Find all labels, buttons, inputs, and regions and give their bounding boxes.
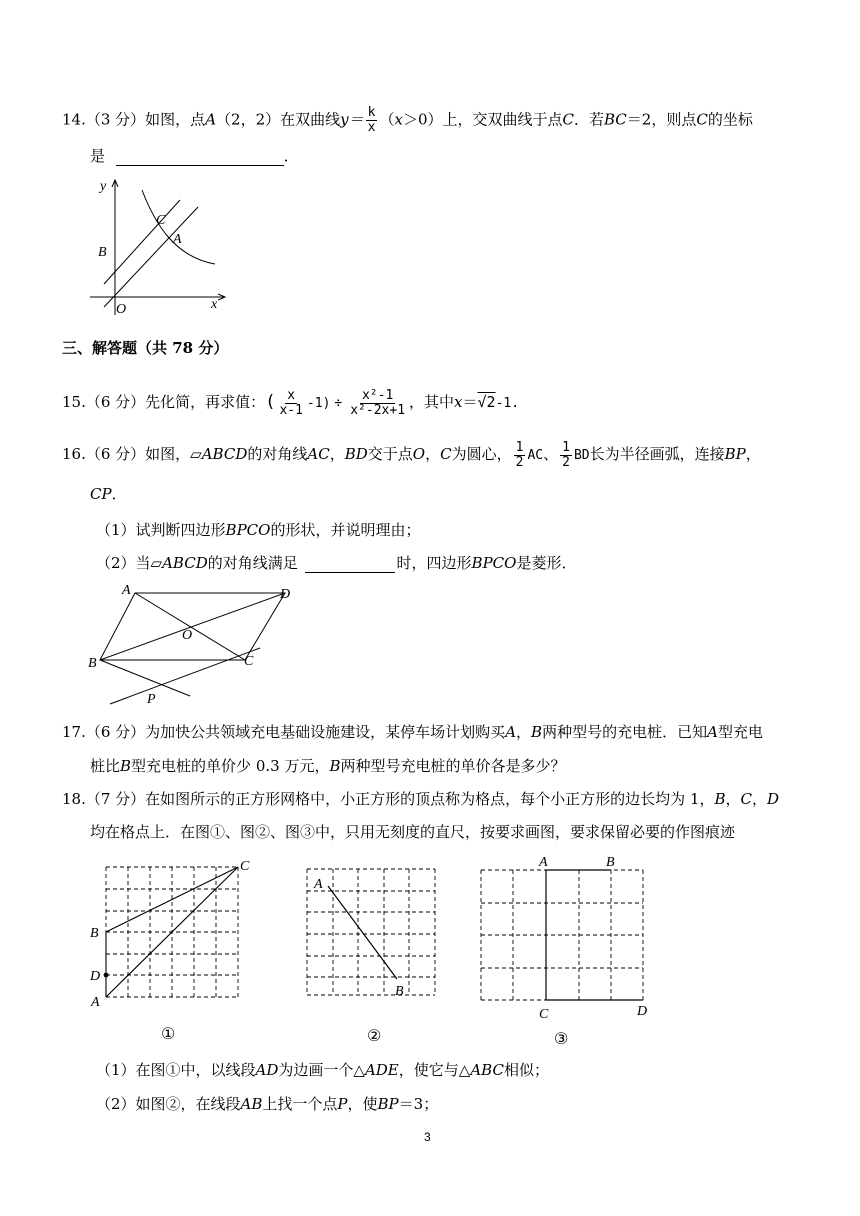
g1-label-b: B xyxy=(90,926,99,941)
point-b-label: B xyxy=(98,245,107,260)
grid-figure-2 xyxy=(300,858,445,1014)
k-over-x-fraction: $\frac{k}{x}$ xyxy=(367,105,376,135)
segment-cp xyxy=(110,648,260,704)
q14-line1: 14.（3 分）如图，点A（2，2）在双曲线y＝ $\frac{k}{x}$ （x＞0）上，交双曲线于点C．若BC＝2，则点C的坐标 xyxy=(62,105,753,135)
q16-line2: CP． xyxy=(90,485,127,503)
label-c: C xyxy=(244,654,254,669)
q16-line1: 16.（6 分）如图，▱ABCD的对角线AC，BD交于点O，C为圆心， $\frac{1}{2}$ AC、 $\frac{1}{2}$ BD长为半径画弧，连接BP， xyxy=(62,439,761,470)
q18-line2: 均在格点上．在图①、图②、图③中，只用无刻度的直尺，按要求画图，要求保留必要的作图痕迹 xyxy=(90,823,736,841)
figure-1-caption: ① xyxy=(161,1024,176,1043)
q15-line: 15.（6 分）先化简，再求值：( $\frac{x}{x-1}$ -1) ÷ $\frac{\text{x²-1}}{\text{x²-2x+1}}$ ，其中x＝√2-1. xyxy=(62,387,520,418)
page-number: 3 xyxy=(424,1130,431,1144)
q17-line2: 桩比B型充电桩的单价少 0.3 万元，B两种型号充电桩的单价各是多少？ xyxy=(90,757,566,775)
q14-figure xyxy=(80,172,240,322)
g3-label-c: C xyxy=(539,1007,549,1022)
g1-label-a: A xyxy=(91,995,100,1010)
label-d: D xyxy=(280,587,291,602)
g1-label-c: C xyxy=(240,859,250,874)
fraction-x2-minus-1: $\frac{\text{x²-1}}{\text{x²-2x+1}}$ xyxy=(350,387,406,418)
figure-2-caption: ② xyxy=(367,1026,382,1045)
grid-figure-3 xyxy=(475,852,660,1024)
q14-line2: 是 ． xyxy=(90,147,299,165)
answer-blank-14[interactable] xyxy=(116,165,284,166)
fraction-x-over-x-minus-1: $\frac{x}{x-1}$ xyxy=(279,387,303,418)
g1-label-d: D xyxy=(90,969,101,984)
grid-2-dashed xyxy=(307,869,435,995)
diagonal-bd xyxy=(100,593,285,660)
sqrt-two: √2 xyxy=(477,393,496,411)
q16-parallelogram-figure xyxy=(80,578,310,708)
origin-label: O xyxy=(116,302,127,317)
q18-sub2: （2）如图②，在线段AB上找一个点P，使BP＝3； xyxy=(96,1095,439,1113)
label-p: P xyxy=(147,692,156,707)
section-3-heading: 三、解答题（共 78 分） xyxy=(62,339,229,357)
point-d-dot xyxy=(104,973,109,978)
q16-sub1: （1）试判断四边形BPCO的形状，并说明理由； xyxy=(96,521,421,539)
label-a: A xyxy=(122,583,131,598)
segment-ab-2 xyxy=(328,886,397,979)
grid-figure-1 xyxy=(86,858,256,1014)
line-oa xyxy=(104,207,198,307)
g3-label-d: D xyxy=(637,1004,648,1019)
g3-label-b: B xyxy=(606,855,615,870)
g3-label-a: A xyxy=(539,855,548,870)
diagonal-ac xyxy=(135,593,245,660)
figure-3-caption: ③ xyxy=(554,1029,569,1048)
g2-label-b: B xyxy=(395,984,404,999)
grid-3-dashed xyxy=(481,870,643,1000)
x-axis-label: x xyxy=(211,297,218,312)
y-axis-label: y xyxy=(100,179,107,194)
label-b: B xyxy=(88,656,97,671)
q17-line1: 17.（6 分）为加快公共领域充电基础设施建设，某停车场计划购买A，B两种型号的充电桩．已知A型充电 xyxy=(62,723,763,741)
point-a-label: A xyxy=(173,232,182,247)
half-fraction-1: $\frac{1}{2}$ xyxy=(515,439,524,470)
label-o: O xyxy=(182,628,193,643)
q18-line1: 18.（7 分）在如图所示的正方形网格中，小正方形的顶点称为格点，每个小正方形的边长均为 1，B，C，D xyxy=(62,790,780,808)
q16-sub2: （2）当▱ABCD的对角线满足 时，四边形BPCO是菱形． xyxy=(96,554,577,572)
g2-label-a: A xyxy=(314,877,323,892)
half-fraction-2: $\frac{1}{2}$ xyxy=(562,439,570,470)
q18-sub1: （1）在图①中，以线段AD为边画一个△ADE，使它与△ABC相似； xyxy=(96,1061,549,1079)
point-c-label: C xyxy=(156,213,166,228)
answer-blank-16[interactable] xyxy=(305,572,395,573)
